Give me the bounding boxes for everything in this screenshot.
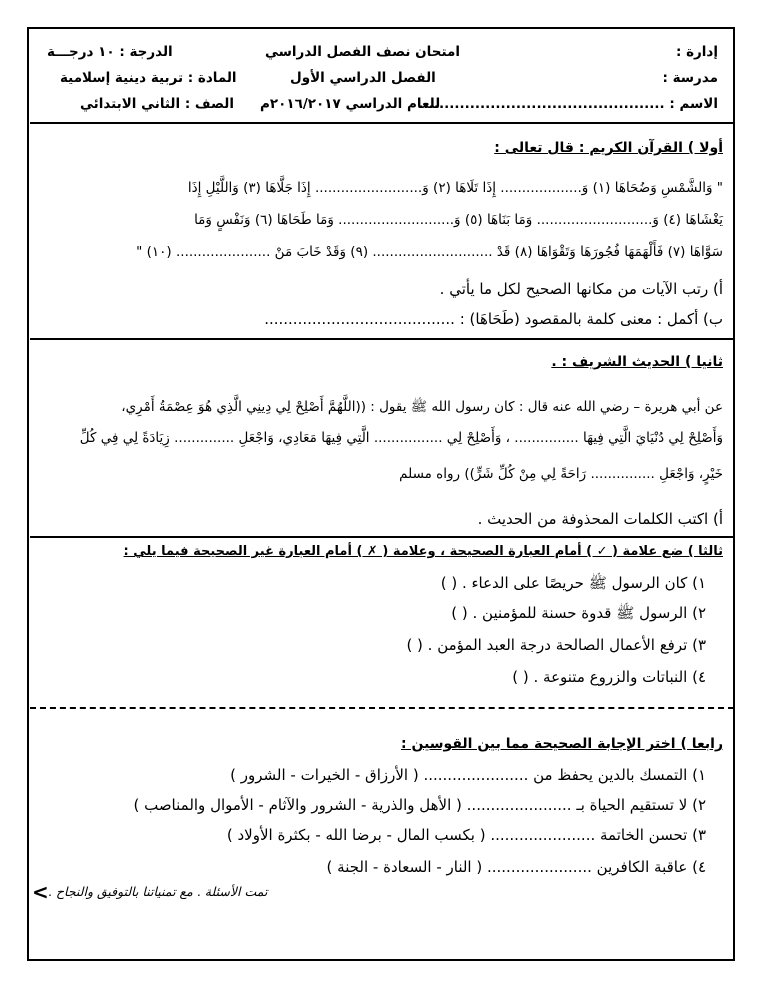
verse-line-2: يَغْشَاهَا (٤) وَ........................... وَمَا بَنَاهَا (٥) وَ........................... وَمَا طَحَاهَا (٦) وَنَفْسٍ وَمَا: [194, 212, 723, 228]
header-divider: [30, 122, 734, 124]
choice-item-1: ١) التمسك بالدين يحفظ من ...................... ( الأرزاق - الخيرات - الشرور ): [230, 766, 706, 784]
grade-label: الدرجة : ١٠ درجـــة: [47, 44, 173, 60]
year-label: للعام الدراسي ٢٠١٦/٢٠١٧م: [260, 96, 441, 112]
section2-divider: [30, 536, 734, 538]
section1-title: أولا ) القرآن الكريم : قال تعالى :: [494, 140, 723, 156]
section1-question-b: ب) أكمل : معنى كلمة بالمقصود (طَحَاهَا) : ........................................: [264, 310, 723, 328]
section3-divider: [30, 707, 734, 709]
exam-title: امتحان نصف الفصل الدراسي: [265, 44, 460, 60]
section4-title: رابعا ) اختر الإجابة الصحيحة مما بين القوسين :: [401, 736, 723, 752]
section1-divider: [30, 338, 734, 340]
directorate-label: إدارة :: [675, 44, 718, 60]
choice-item-2: ٢) لا تستقيم الحياة بـ ...................... ( الأهل والذرية - الشرور والآثام - الأموال والمناصب ): [133, 796, 706, 814]
true-false-item-3: ٣) ترفع الأعمال الصالحة درجة العبد المؤمن . ( ): [406, 636, 706, 654]
choice-item-3: ٣) تحسن الخاتمة ...................... ( بكسب المال - برضا الله - بكثرة الأولاد ): [226, 826, 706, 844]
hadith-line-3: خَيْرٍ، وَاجْعَلِ ............... رَاحَةً لِي مِنْ كُلِّ شَرٍّ)) رواه مسلم: [399, 466, 723, 482]
choice-item-4: ٤) عاقبة الكافرين ...................... ( النار - السعادة - الجنة ): [326, 858, 706, 876]
section2-title: ثانيا ) الحديث الشريف : .: [551, 354, 723, 370]
true-false-item-4: ٤) النباتات والزروع متنوعة . ( ): [512, 668, 706, 686]
section1-question-a: أ) رتب الآيات من مكانها الصحيح لكل ما يأتي .: [439, 280, 723, 298]
section2-question-a: أ) اكتب الكلمات المحذوفة من الحديث .: [477, 510, 723, 528]
semester-label: الفصل الدراسي الأول: [290, 70, 436, 86]
arrow-icon: >: [32, 880, 49, 904]
section3-title: ثالثا ) ضع علامة ( ✓ ) أمام العبارة الصحيحة ، وعلامة ( ✗ ) أمام العبارة غير الصحيحة فيما يلي :: [123, 544, 723, 559]
closing-note: تمت الأسئلة . مع تمنياتنا بالتوفيق والنجاح .: [48, 884, 268, 899]
class-label: الصف : الثاني الابتدائي: [80, 96, 234, 112]
verse-line-3: سَوَّاهَا (٧) فَأَلْهَمَهَا فُجُورَهَا وَتَقْوَاهَا (٨) قَدْ ............................ (٩) وَقَدْ خَابَ مَنْ ...................... (١٠) ": [136, 244, 723, 260]
verse-line-1: " وَالشَّمْسِ وَضُحَاهَا (١) وَ................... إِذَا تَلَاهَا (٢) وَ......................... إِذَا جَلَّاهَا (٣) وَاللَّيْلِ إِذَا: [187, 180, 723, 196]
subject-label: المادة : تربية دينية إسلامية: [60, 70, 237, 86]
hadith-line-2: وَأَصْلِحْ لِي دُنْيَايَ الَّتِي فِيهَا ............... ، وَأَصْلِحْ لِي ................ الَّتِي فِيهَا مَعَادِي، وَاجْعَلِ .............. زِيَادَةً لِي فِي كُلِّ: [79, 430, 723, 446]
true-false-item-1: ١) كان الرسول ﷺ حريصًا على الدعاء . ( ): [440, 574, 706, 592]
student-name-field[interactable]: الاسم : ................................................: [418, 96, 718, 112]
hadith-line-1: عن أبي هريرة – رضي الله عنه قال : كان رسول الله ﷺ يقول : ((اللَّهُمَّ أَصْلِحْ لِي دِينِي الَّذِي هُوَ عِصْمَةُ أَمْرِي،: [121, 399, 723, 415]
true-false-item-2: ٢) الرسول ﷺ قدوة حسنة للمؤمنين . ( ): [451, 604, 706, 622]
exam-frame: [27, 27, 735, 961]
school-label: مدرسة :: [662, 70, 718, 86]
